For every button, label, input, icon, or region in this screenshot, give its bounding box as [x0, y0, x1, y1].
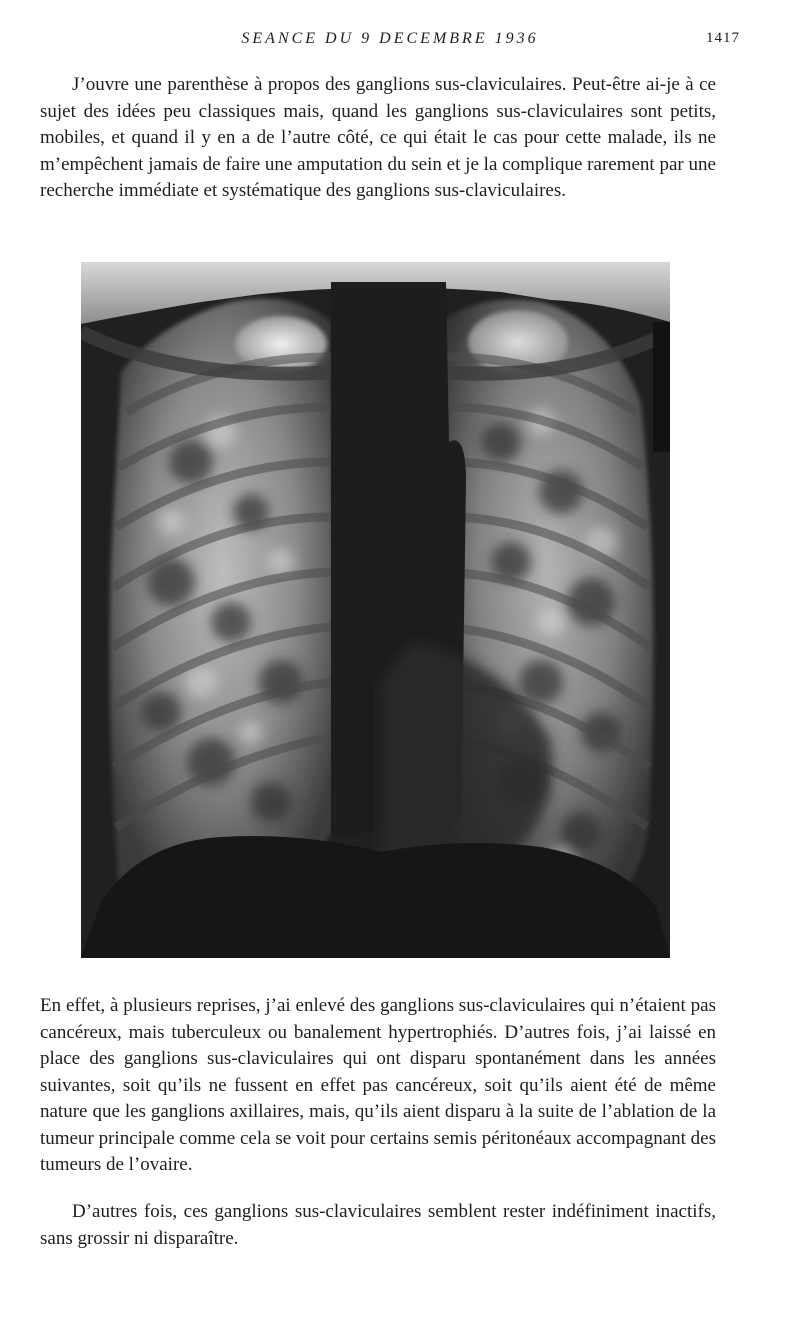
- chest-xray-image: [81, 262, 670, 958]
- paragraph-1: J’ouvre une parenthèse à propos des ganglions sus-claviculaires. Peut-être ai-je à ce sujet des idées peu classiques mais, quand les ganglions sus-claviculaires sont petits, mobiles, et quand il y en a de l’autre côté, ce qui était le cas pour cette malade, ils ne m’empêchent jamais de faire une amputation du sein et je la complique rarement par une recherche immédiate et systématique des ganglions sus-claviculaires.: [40, 74, 716, 201]
- paragraph-2: En effet, à plusieurs reprises, j’ai enlevé des ganglions sus-claviculaires qui n’étaient pas cancéreux, mais tuberculeux ou banalement hypertrophiés. D’autres fois, j’ai laissé en place des ganglions sus-claviculaires qui ont disparu spontanément dans les années suivantes, soit qu’ils ne fussent en effet pas cancéreux, soit qu’ils aient été de même nature que les ganglions axillaires, mais, qu’ils aient disparu à la suite de l’ablation de la tumeur principale comme cela se voit pour certains semis péritonéaux accompagnant des tumeurs de l’ovaire.: [40, 995, 716, 1175]
- page-header: [40, 30, 740, 54]
- chest-xray-figure: [81, 262, 670, 958]
- paragraph-3: D’autres fois, ces ganglions sus-claviculaires semblent rester indéfiniment inactifs, sans grossir ni disparaître.: [40, 1201, 716, 1249]
- running-head: SEANCE DU 9 DECEMBRE 1936: [241, 30, 539, 47]
- page-number: 1417: [706, 30, 740, 46]
